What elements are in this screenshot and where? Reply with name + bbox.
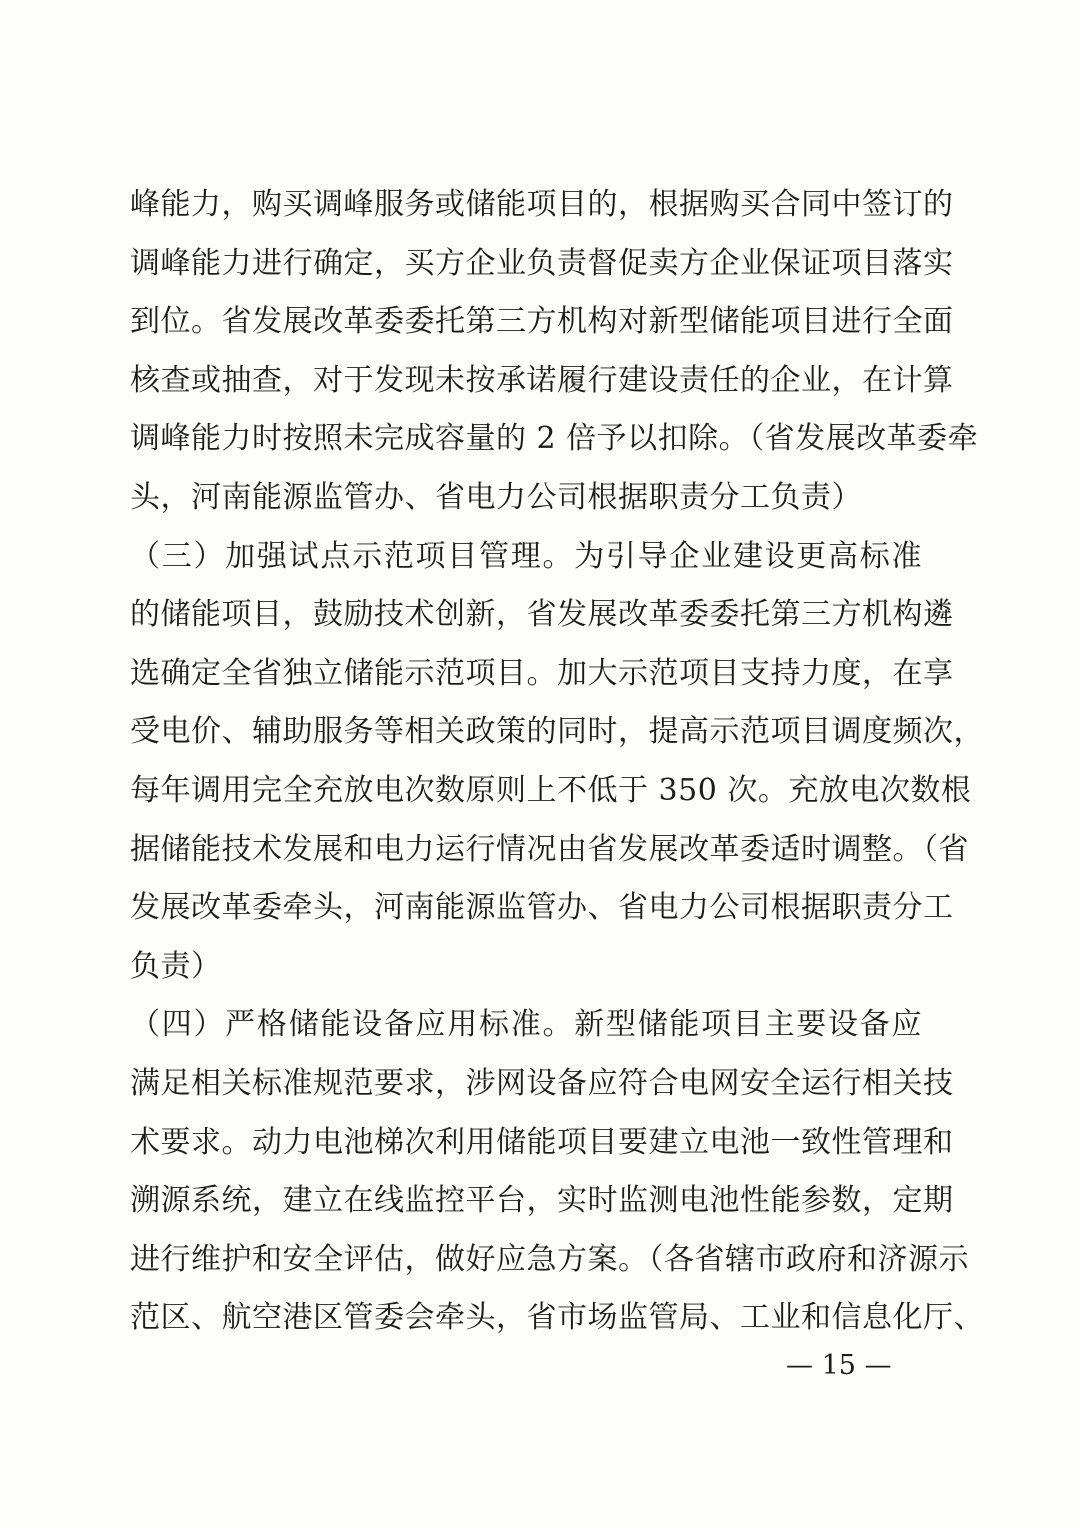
section-heading-line: （四）严格储能设备应用标准。新型储能项目主要设备应: [130, 1007, 922, 1043]
text-line: 调峰能力时按照未完成容量的 2 倍予以扣除。（省发展改革委牵: [130, 421, 979, 457]
text-line: 进行维护和安全评估，做好应急方案。（各省辖市政府和济源示: [130, 1241, 969, 1277]
text-line: 核查或抽查，对于发现未按承诺履行建设责任的企业，在计算: [130, 362, 954, 398]
text-line: 受电价、辅助服务等相关政策的同时，提高示范项目调度频次，: [130, 714, 984, 750]
text-line: 据储能技术发展和电力运行情况由省发展改革委适时调整。（省: [130, 831, 969, 867]
text-line: 负责）: [130, 948, 222, 984]
text-line: 溯源系统，建立在线监控平台，实时监测电池性能参数，定期: [130, 1183, 954, 1219]
text-line: 到位。省发展改革委委托第三方机构对新型储能项目进行全面: [130, 304, 954, 340]
text-line: 每年调用完全充放电次数原则上不低于 350 次。充放电次数根: [130, 772, 972, 808]
text-line: 选确定全省独立储能示范项目。加大示范项目支持力度，在享: [130, 655, 954, 691]
section-heading-line: （三）加强试点示范项目管理。为引导企业建设更高标准: [130, 538, 922, 574]
text-line: 头，河南能源监管办、省电力公司根据职责分工负责）: [130, 479, 862, 515]
text-line: 满足相关标准规范要求，涉网设备应符合电网安全运行相关技: [130, 1065, 954, 1101]
text-line: 的储能项目，鼓励技术创新，省发展改革委委托第三方机构遴: [130, 597, 954, 633]
text-line: 调峰能力进行确定，买方企业负责督促卖方企业保证项目落实: [130, 245, 954, 281]
text-line: 峰能力，购买调峰服务或储能项目的，根据购买合同中签订的: [130, 187, 954, 222]
page-number: — 15 —: [786, 1350, 892, 1381]
document-body: [130, 176, 984, 1348]
text-line: 范区、航空港区管委会牵头，省市场监管局、工业和信息化厅、: [130, 1300, 984, 1336]
text-line: 发展改革委牵头，河南能源监管办、省电力公司根据职责分工: [130, 890, 954, 926]
text-line: 术要求。动力电池梯次利用储能项目要建立电池一致性管理和: [130, 1124, 954, 1160]
